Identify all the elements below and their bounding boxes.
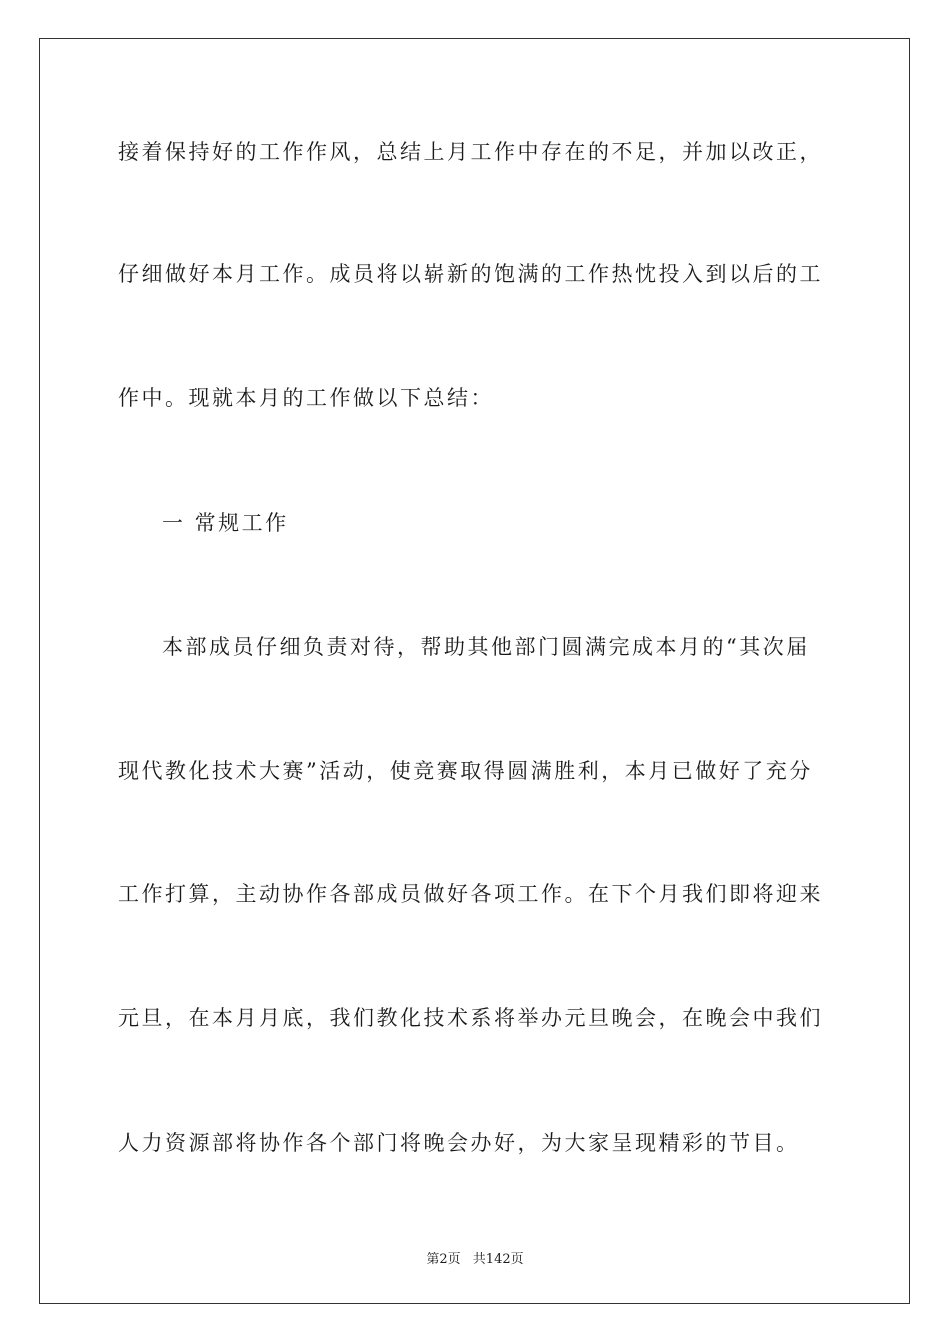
body-line-8: 人力资源部将协作各个部门将晚会办好，为大家呈现精彩的节目。 [118, 1131, 800, 1155]
body-line-3: 作中。现就本月的工作做以下总结： [118, 386, 494, 410]
page-total: 共142页 [472, 1252, 524, 1267]
body-line-6: 工作打算，主动协作各部成员做好各项工作。在下个月我们即将迎来 [118, 882, 823, 906]
body-line-2: 仔细做好本月工作。成员将以崭新的饱满的工作热忱投入到以后的工 [118, 262, 823, 286]
body-line-7: 元旦，在本月月底，我们教化技术系将举办元旦晚会，在晚会中我们 [118, 1006, 823, 1030]
body-line-5: 现代教化技术大赛”活动，使竞赛取得圆满胜利，本月已做好了充分 [118, 759, 813, 783]
page-number: 第2页 [426, 1252, 461, 1267]
page-border [39, 38, 910, 1304]
page-footer [0, 1248, 950, 1267]
body-line-4: 本部成员仔细负责对待，帮助其他部门圆满完成本月的“其次届 [162, 635, 810, 659]
body-line-1: 接着保持好的工作作风，总结上月工作中存在的不足，并加以改正， [118, 140, 823, 164]
section-heading: 一 常规工作 [162, 511, 289, 535]
